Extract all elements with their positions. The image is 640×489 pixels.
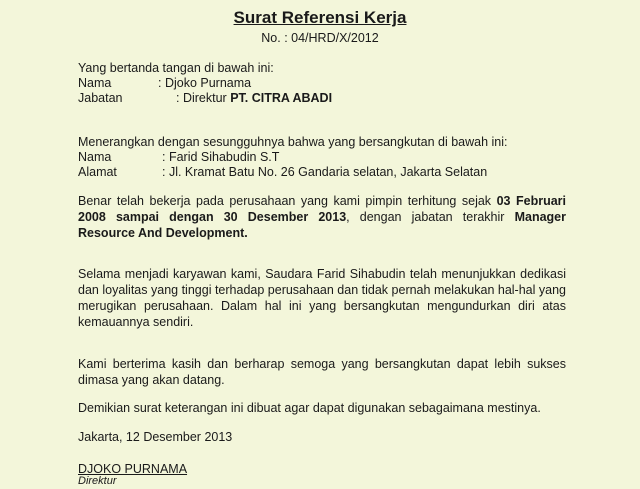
signer-name-value: : Djoko Purnama <box>158 76 252 90</box>
employee-name-row <box>78 150 279 164</box>
paragraph-employment <box>78 193 566 241</box>
paragraph-closing: Demikian surat keterangan ini dibuat agar dapat digunakan sebagaimana mestinya. <box>78 401 541 415</box>
employee-address-value: : Jl. Kramat Batu No. 26 Gandaria selatan, Jakarta Selatan <box>162 165 488 179</box>
paragraph-thanks: Kami berterima kasih dan berharap semoga yang bersangkutan dapat lebih sukses dimasa yang akan datang. <box>78 357 566 387</box>
signer-name-row <box>78 76 251 90</box>
signature-title: Direktur <box>78 475 117 487</box>
employee-intro: Menerangkan dengan sesungguhnya bahwa yang bersangkutan di bawah ini: <box>78 135 508 149</box>
paragraph-dedication: Selama menjadi karyawan kami, Saudara Farid Sihabudin telah menunjukkan dedikasi dan loyalitas yang tinggi terhadap perusahaan dan tidak pernah melakukan hal-hal yang merugikan perusahaan. Dalam hal ini yang bersangkutan mengundurkan diri atas kemauannya sendiri. <box>78 267 566 329</box>
place-date: Jakarta, 12 Desember 2013 <box>78 430 233 444</box>
employment-text-1: Benar telah bekerja pada perusahaan yang kami pimpin terhitung sejak <box>78 194 497 208</box>
employee-address-row <box>78 165 487 179</box>
signer-position-row <box>78 91 332 105</box>
signer-intro: Yang bertanda tangan di bawah ini: <box>78 61 274 75</box>
employee-name-value: : Farid Sihabudin S.T <box>162 150 280 164</box>
employment-job-title: Manager Resource And Development. <box>78 210 566 240</box>
letter-title: Surat Referensi Kerja <box>233 8 407 27</box>
employee-name-label: Nama <box>78 150 112 164</box>
letter-number: No. : 04/HRD/X/2012 <box>261 31 379 45</box>
employment-date-range: 03 Februari 2008 sampai dengan 30 Desember 2013 <box>78 194 567 224</box>
signer-position-label: Jabatan <box>78 91 123 105</box>
signature-name: DJOKO PURNAMA <box>78 462 188 476</box>
employee-address-label: Alamat <box>78 165 117 179</box>
signer-position-value: : Direktur <box>176 91 227 105</box>
employment-text-2: , dengan jabatan terakhir <box>346 210 515 224</box>
signer-company: PT. CITRA ABADI <box>230 91 333 105</box>
signer-name-label: Nama <box>78 76 112 90</box>
